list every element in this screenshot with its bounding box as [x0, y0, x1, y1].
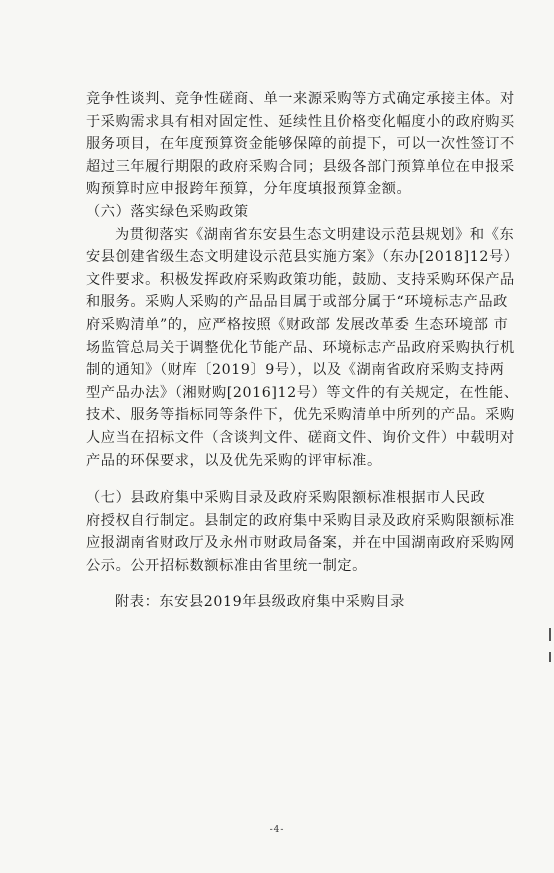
paragraph-line: 和服务。采购人采购的产品品目属于或部分属于“环境标志产品政: [86, 294, 508, 311]
section-heading-6: （六）落实绿色采购政策: [86, 203, 249, 220]
paragraph-line: 产品的环保要求，以及优先采购的评审标准。: [86, 452, 382, 469]
paragraph-line: 府授权自行制定。县制定的政府集中采购目录及政府采购限额标准: [86, 512, 515, 529]
paragraph-line: 为贯彻落实《湖南省东安县生态文明建设示范县规划》和《东: [115, 226, 515, 243]
paragraph-line: 公示。公开招标数额标准由省里统一制定。: [86, 557, 367, 574]
scan-edge-mark: [549, 628, 551, 641]
scan-edge-mark: [549, 652, 551, 662]
attachment-note: 附表：东安县2019年县级政府集中采购目录: [115, 594, 405, 611]
paragraph-line: 竞争性谈判、竞争性磋商、单一来源采购等方式确定承接主体。对: [86, 91, 515, 107]
paragraph-line: 安县创建省级生态文明建设示范县实施方案》（东办[2018]12号）: [86, 249, 519, 266]
page-number: -4-: [269, 825, 285, 835]
paragraph-line: 府采购清单”的，应严格按照《财政部 发展改革委 生态环境部 市: [86, 316, 509, 333]
paragraph-line: 文件要求。积极发挥政府采购政策功能，鼓励、支持采购环保产品: [86, 271, 515, 288]
paragraph-line: 超过三年履行期限的政府采购合同；县级各部门预算单位在申报采: [86, 158, 515, 175]
document-body: [86, 88, 519, 614]
paragraph-line: 人应当在招标文件（含谈判文件、磋商文件、询价文件）中载明对: [86, 429, 515, 446]
paragraph-line: 型产品办法》（湘财购[2016]12号）等文件的有关规定，在性能、: [86, 384, 519, 401]
paragraph-line: 技术、服务等指标同等条件下，优先采购清单中所列的产品。采购: [86, 407, 515, 424]
paragraph-line: 购预算时应申报跨年预算，分年度填报预算金额。: [86, 181, 412, 198]
paragraph-line: 应报湖南省财政厅及永州市财政局备案，并在中国湖南政府采购网: [86, 535, 515, 552]
paragraph-line: 场监管总局关于调整优化节能产品、环境标志产品政府采购执行机: [86, 339, 515, 356]
paragraph-line: 服务项目，在年度预算资金能够保障的前提下，可以一次性签订不: [86, 136, 515, 153]
paragraph-line: 于采购需求具有相对固定性、延续性且价格变化幅度小的政府购买: [86, 113, 515, 130]
section-heading-7: （七）县政府集中采购目录及政府采购限额标准根据市人民政: [86, 490, 486, 507]
paragraph-line: 制的通知》（财库〔2019〕9号），以及《湖南省政府采购支持两: [86, 362, 505, 379]
